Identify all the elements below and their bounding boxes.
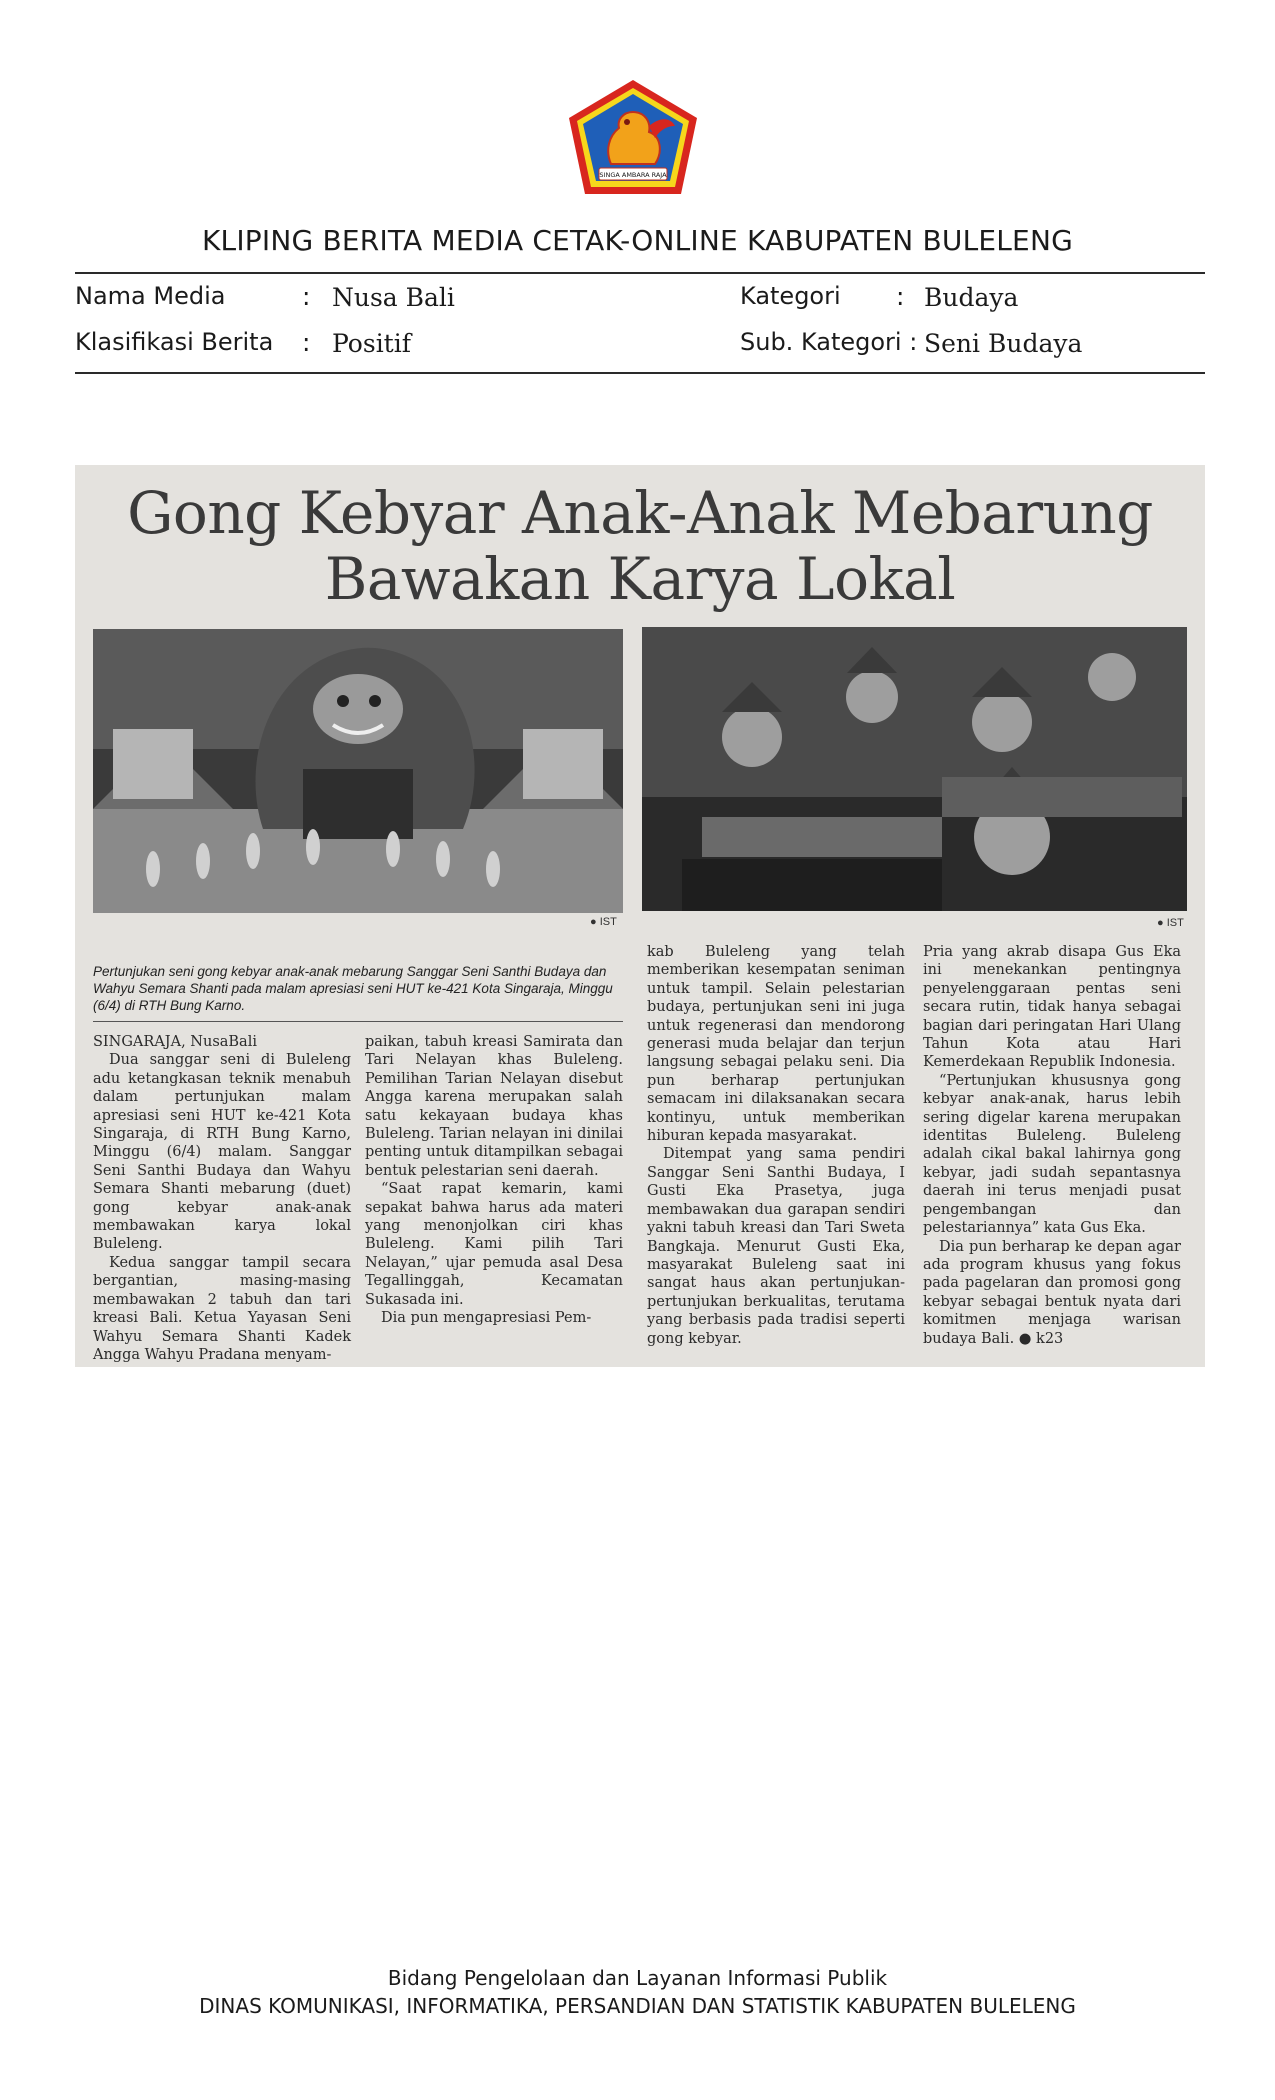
photo-children-gamelan bbox=[642, 627, 1187, 911]
nama-media-colon: : bbox=[302, 282, 311, 311]
dateline: SINGARAJA, NusaBali bbox=[93, 1034, 257, 1050]
article-column-1 bbox=[93, 1033, 351, 1364]
header-rule-top bbox=[75, 272, 1205, 274]
footer-division: Bidang Pengelolaan dan Layanan Informasi Publik bbox=[387, 1966, 888, 1990]
nama-media-value: Nusa Bali bbox=[332, 283, 455, 312]
paragraph: Kedua sanggar tampil secara bergantian, masing-masing membawakan 2 tabuh dan tari kreasi Bali. Ketua Yayasan Seni Wahyu Semara Shanti Kadek Angga Wahyu Pradana menyam- bbox=[93, 1254, 351, 1363]
paragraph: “Saat rapat kemarin, kami sepakat bahwa harus ada materi yang menonjolkan ciri khas Buleleng. Kami pilih Tari Nelayan,” ujar pemuda asal Desa Tegallinggah, Kecamatan Sukasada ini. bbox=[365, 1181, 623, 1308]
paragraph: Dia pun mengapresiasi Pem- bbox=[381, 1310, 592, 1327]
article-column-4 bbox=[923, 943, 1181, 1348]
klasifikasi-label: Klasifikasi Berita bbox=[75, 328, 274, 356]
news-clipping bbox=[75, 465, 1205, 1367]
photo-credit-left: ● IST bbox=[590, 916, 617, 928]
paragraph: paikan, tabuh kreasi Samirata dan Tari Nelayan khas Buleleng. Pemilihan Tarian Nelayan disebut Angga karena merupakan salah satu kekayaan budaya khas Buleleng. Tarian nelayan ini dinilai penting untuk ditampilkan sebagai bentuk pelestarian seni daerah. bbox=[365, 1034, 623, 1179]
sub-kategori-value: Seni Budaya bbox=[924, 329, 1083, 358]
document-title: KLIPING BERITA MEDIA CETAK-ONLINE KABUPATEN BULELENG bbox=[201, 224, 1073, 257]
kategori-colon: : bbox=[896, 282, 905, 311]
paragraph: Dua sanggar seni di Buleleng adu ketangkasan teknik menabuh dalam pertunjukan malam apresiasi seni HUT ke-421 Kota Singaraja, di RTH Bung Karno, Minggu (6/4) malam. Sanggar Seni Santhi Budaya dan Wahyu Semara Shanti mebarung (duet) gong kebyar anak-anak membawakan karya lokal Buleleng. bbox=[93, 1052, 351, 1253]
header-rule-bottom bbox=[75, 372, 1205, 374]
caption-rule bbox=[93, 1021, 623, 1022]
paragraph: kab Buleleng yang telah memberikan kesempatan seniman untuk tampil. Selain pelestarian budaya, pertunjukan seni ini juga untuk regenerasi dan mendorong generasi muda belajar dan terjun langsung sebagai pelaku seni. Dia pun berharap pertunjukan semacam ini dilaksanakan secara kontinyu, untuk memberikan hiburan kepada masyarakat. bbox=[647, 944, 905, 1145]
article-column-2 bbox=[365, 1033, 623, 1328]
footer-agency: DINAS KOMUNIKASI, INFORMATIKA, PERSANDIAN DAN STATISTIK KABUPATEN BULELENG bbox=[199, 1994, 1076, 2018]
photo-caption: Pertunjukan seni gong kebyar anak-anak mebarung Sanggar Seni Santhi Budaya dan Wahyu Semara Shanti pada malam apresiasi seni HUT ke-421 Kota Singaraja, Minggu (6/4) di RTH Bung Karno. bbox=[93, 964, 613, 1013]
paragraph: Pria yang akrab disapa Gus Eka ini menekankan pentingnya penyelenggaraan pentas seni secara rutin, tidak hanya sebagai bagian dari peringatan Hari Ulang Tahun Kota atau Hari Kemerdekaan Republik Indonesia. bbox=[923, 944, 1181, 1071]
article-column-3 bbox=[647, 943, 905, 1348]
logo-motto: SINGA AMBARA RAJA bbox=[599, 171, 667, 179]
sub-kategori-label: Sub. Kategori : bbox=[740, 328, 918, 356]
paragraph: “Pertunjukan khususnya gong kebyar anak-anak, harus lebih sering digelar karena merupakan identitas Buleleng. Buleleng adalah cikal bakal lahirnya gong kebyar, jadi sudah sepantasnya daerah ini terus menjadi pusat pengembangan dan pelestariannya” kata Gus Eka. bbox=[923, 1072, 1181, 1237]
klasifikasi-colon: : bbox=[302, 328, 311, 357]
paragraph: Ditempat yang sama pendiri Sanggar Seni Santhi Budaya, I Gusti Eka Prasetya, juga membawakan dua garapan sendiri yakni tabuh kreasi dan Tari Sweta Bangkaja. Menurut Gusti Eka, masyarakat Buleleng saat ini sangat haus akan pertunjukan-pertunjukan berkualitas, terutama yang berbasis pada tradisi seperti gong kebyar. bbox=[647, 1146, 905, 1347]
headline-line-2: Bawakan Karya Lokal bbox=[324, 545, 956, 613]
photo-stage-performance bbox=[93, 629, 623, 913]
kategori-label: Kategori bbox=[740, 282, 841, 310]
nama-media-label: Nama Media bbox=[75, 282, 226, 310]
buleleng-regency-logo bbox=[565, 76, 701, 200]
photo-credit-right: ● IST bbox=[1157, 917, 1184, 929]
kategori-value: Budaya bbox=[924, 283, 1019, 312]
paragraph: Dia pun berharap ke depan agar ada program khusus yang fokus pada pagelaran dan promosi gong kebyar sebagai bentuk nyata dari komitmen menjaga warisan budaya Bali. ● k23 bbox=[923, 1238, 1181, 1347]
klasifikasi-value: Positif bbox=[332, 329, 411, 358]
headline-line-1: Gong Kebyar Anak-Anak Mebarung bbox=[127, 479, 1153, 547]
